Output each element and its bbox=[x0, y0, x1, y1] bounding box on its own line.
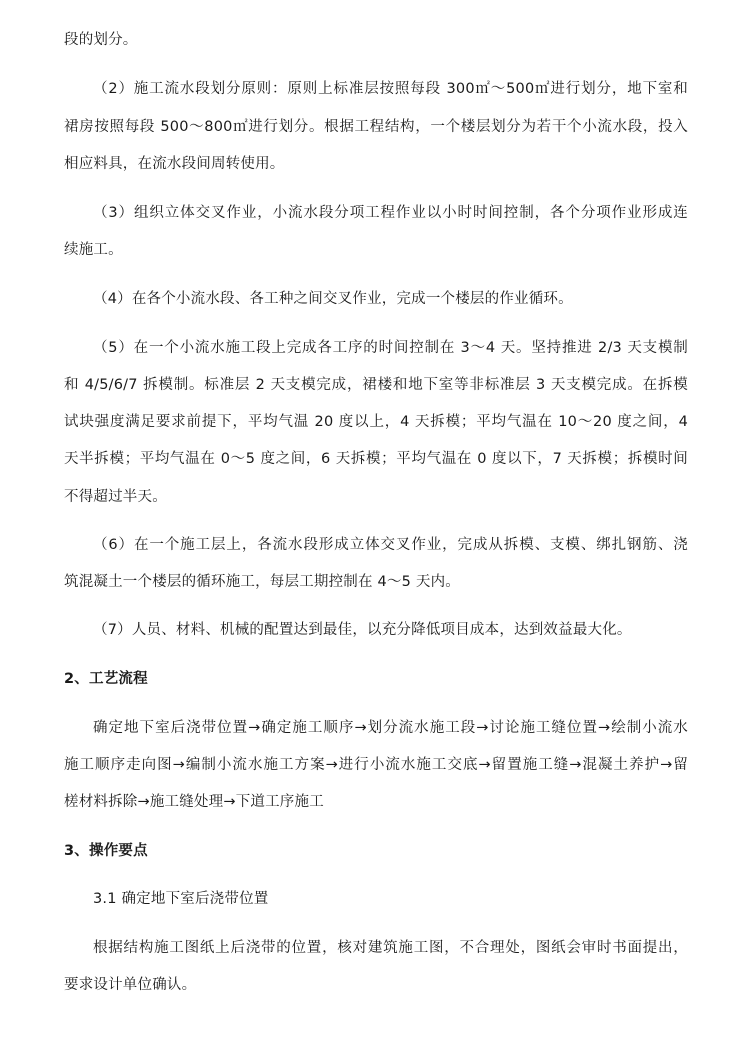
paragraph-line: 裙房按照每段 500～800㎡进行划分。根据工程结构，一个楼层划分为若干个小流水段，投入 bbox=[64, 119, 688, 135]
paragraph-line: （4）在各个小流水段、各工种之间交叉作业，完成一个楼层的作业循环。 bbox=[93, 291, 573, 307]
paragraph-line: 筑混凝土一个楼层的循环施工，每层工期控制在 4～5 天内。 bbox=[64, 574, 460, 590]
paragraph-line: 不得超过半天。 bbox=[64, 489, 167, 505]
paragraph-line: 槎材料拆除→施工缝处理→下道工序施工 bbox=[64, 794, 324, 810]
subsection-heading: 3.1 确定地下室后浇带位置 bbox=[93, 891, 269, 907]
paragraph-line: 根据结构施工图纸上后浇带的位置，核对建筑施工图，不合理处，图纸会审时书面提出， bbox=[93, 940, 688, 956]
paragraph-line: 确定地下室后浇带位置→确定施工顺序→划分流水施工段→讨论施工缝位置→绘制小流水 bbox=[93, 720, 688, 736]
paragraph-line: （2）施工流水段划分原则：原则上标准层按照每段 300㎡～500㎡进行划分，地下室和 bbox=[93, 81, 688, 97]
paragraph-line: 要求设计单位确认。 bbox=[64, 977, 197, 993]
paragraph-line: 试块强度满足要求前提下，平均气温 20 度以上，4 天拆模；平均气温在 10～20 度之间，4 bbox=[64, 414, 688, 430]
paragraph-line: 段的划分。 bbox=[64, 32, 138, 48]
paragraph-line: （3）组织立体交叉作业，小流水段分项工程作业以小时时间控制，各个分项作业形成连 bbox=[93, 205, 688, 221]
paragraph-line: 续施工。 bbox=[64, 242, 123, 258]
section-heading: 3、操作要点 bbox=[64, 843, 148, 859]
paragraph-line: 和 4/5/6/7 拆模制。标准层 2 天支模完成，裙楼和地下室等非标准层 3 天支模完成。在拆模 bbox=[64, 377, 688, 393]
paragraph-line: 施工顺序走向图→编制小流水施工方案→进行小流水施工交底→留置施工缝→混凝土养护→留 bbox=[64, 757, 688, 773]
paragraph-line: （6）在一个施工层上，各流水段形成立体交叉作业，完成从拆模、支模、绑扎钢筋、浇 bbox=[93, 537, 688, 553]
paragraph-line: 天半拆模；平均气温在 0～5 度之间，6 天拆模；平均气温在 0 度以下，7 天拆模；拆模时间 bbox=[64, 451, 688, 467]
paragraph-line: （7）人员、材料、机械的配置达到最佳，以充分降低项目成本，达到效益最大化。 bbox=[93, 622, 632, 638]
section-heading: 2、工艺流程 bbox=[64, 671, 148, 687]
paragraph-line: （5）在一个小流水施工段上完成各工序的时间控制在 3～4 天。坚持推进 2/3 天支模制 bbox=[93, 340, 688, 356]
paragraph-line: 相应料具，在流水段间周转使用。 bbox=[64, 156, 285, 172]
